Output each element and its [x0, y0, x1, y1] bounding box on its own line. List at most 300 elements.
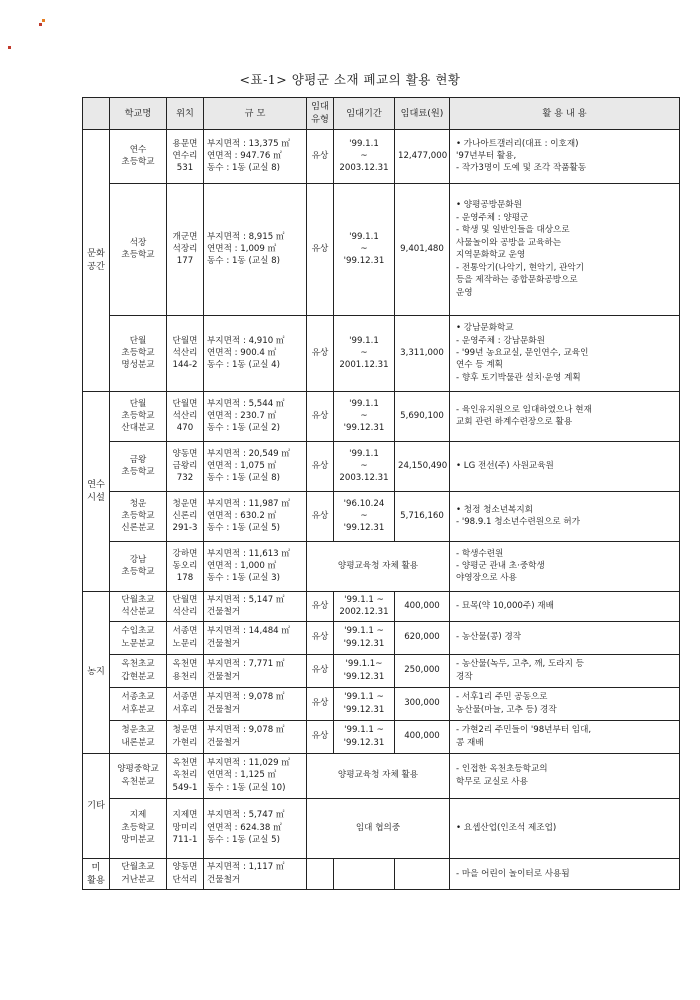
cell-line: ~	[360, 150, 368, 161]
cell-line: - 양평군 관내 초·중학생	[456, 560, 545, 571]
location-cell	[167, 621, 204, 654]
school-name-cell	[110, 798, 167, 858]
table-row	[83, 687, 680, 720]
cell-line: 지제면	[172, 810, 198, 821]
scale-cell	[204, 441, 307, 491]
cell-line: 초등학교	[121, 157, 155, 168]
cell-line: '99.12.31	[343, 523, 385, 534]
cell-line: 등을 제작하는 종합문화공방으로	[456, 275, 578, 286]
location-cell	[167, 315, 204, 391]
cell-line: 단석리	[172, 874, 198, 885]
cell-line: 동수 : 1동 (교실 10)	[207, 782, 286, 793]
location-cell	[167, 491, 204, 541]
usage-content-cell	[450, 183, 680, 315]
cell-line: 양동면	[172, 862, 198, 873]
lease-fee-cell: 3,311,000	[395, 315, 450, 391]
cell-line: '99.1.1	[349, 335, 379, 346]
cell-line: 부지면적 : 11,987 ㎡	[207, 498, 290, 509]
cell-line: 144-2	[172, 360, 198, 371]
location-cell	[167, 183, 204, 315]
cell-line: 연면적 : 624.38 ㎡	[207, 822, 282, 833]
cell-line: 개군면	[172, 231, 198, 242]
cell-line: 양동면	[172, 448, 198, 459]
cell-line: 단월면	[172, 398, 198, 409]
cell-line: 산대분교	[121, 423, 155, 434]
cell-line: 동수 : 1동 (교실 5)	[207, 835, 280, 846]
cell-line: 석장리	[172, 243, 198, 254]
cell-line: 부지면적 : 20,549 ㎡	[207, 448, 290, 459]
cell-line: 청운초교	[121, 725, 155, 736]
cell-line: 부지면적 : 13,375 ㎡	[207, 138, 290, 149]
table-row	[83, 753, 680, 798]
cell-line: 부지면적 : 11,029 ㎡	[207, 757, 290, 768]
usage-table-wrapper	[82, 97, 679, 890]
school-name-cell	[110, 720, 167, 753]
lease-fee-cell: 300,000	[395, 687, 450, 720]
cell-line: 서종초교	[121, 692, 155, 703]
school-name-cell	[110, 183, 167, 315]
cell-line: ~	[360, 243, 368, 254]
lease-fee-cell: 24,150,490	[395, 441, 450, 491]
table-row	[83, 591, 680, 621]
lease-type-cell: 유상	[307, 491, 334, 541]
cell-line: 옥천분교	[121, 776, 155, 787]
table-row	[83, 858, 680, 890]
cell-line: 지제	[129, 810, 147, 821]
cell-line: 옥천리	[172, 770, 198, 781]
scale-cell	[204, 391, 307, 441]
table-row	[83, 315, 680, 391]
lease-fee-cell: 250,000	[395, 654, 450, 687]
usage-content-cell	[450, 753, 680, 798]
school-name-cell	[110, 315, 167, 391]
table-row	[83, 798, 680, 858]
cell-line: 732	[176, 473, 194, 484]
cell-line: 초등학교	[121, 250, 155, 261]
lease-type-cell: 유상	[307, 183, 334, 315]
cell-line: 신론분교	[121, 523, 155, 534]
cell-line: 단월초교	[121, 862, 155, 873]
usage-content-cell	[450, 798, 680, 858]
cell-line: 금왕	[129, 454, 147, 465]
table-row	[83, 654, 680, 687]
cell-line: 망미분교	[121, 835, 155, 846]
cell-line: 2003.12.31	[339, 473, 389, 484]
lease-fee-cell: 12,477,000	[395, 129, 450, 183]
lease-type-cell: 유상	[307, 129, 334, 183]
lease-period-cell	[334, 129, 395, 183]
school-name-cell	[110, 491, 167, 541]
cell-line: 옥천면	[172, 659, 198, 670]
usage-content-cell	[450, 621, 680, 654]
header-row	[83, 98, 680, 130]
cell-line: 노문리	[172, 638, 198, 649]
cell-line: - '99년 농요교실, 문인연수, 교육인	[456, 347, 589, 358]
cell-line: 강남	[129, 554, 147, 565]
cell-line: 사물놀이와 공방을 교육하는	[456, 237, 562, 248]
cell-line: 청운면	[172, 498, 198, 509]
cell-line: 청운	[129, 498, 147, 509]
cell-line: 부지면적 : 7,771 ㎡	[207, 659, 285, 670]
scale-cell	[204, 720, 307, 753]
school-name-cell	[110, 654, 167, 687]
cell-line: '99.12.31	[343, 423, 385, 434]
cell-line: • 요셉산업(인조석 제조업)	[456, 822, 557, 833]
cell-line: 연수 등 계획	[456, 360, 503, 371]
cell-line: 콩 재배	[456, 737, 484, 748]
school-name-cell	[110, 591, 167, 621]
cell-line: 망미리	[172, 822, 198, 833]
cell-line: ~	[360, 410, 368, 421]
lease-type-cell: 유상	[307, 720, 334, 753]
lease-period-cell	[334, 491, 395, 541]
header-lease-period: 임대기간	[334, 98, 395, 130]
cell-line: 부지면적 : 9,078 ㎡	[207, 725, 285, 736]
lease-period-cell	[334, 315, 395, 391]
usage-content-cell	[450, 491, 680, 541]
cell-line: 동수 : 1동 (교실 8)	[207, 473, 280, 484]
school-name-cell	[110, 129, 167, 183]
cell-line: • 가나아트갤러리(대표 : 이호재)	[456, 138, 579, 149]
cell-line: ~	[360, 347, 368, 358]
scan-speck-marks	[0, 0, 60, 60]
cell-line: 711-1	[172, 835, 198, 846]
header-category	[83, 98, 110, 130]
location-cell	[167, 541, 204, 591]
merged-lease-cell: 양평교육청 자체 활용	[307, 753, 450, 798]
school-name-cell	[110, 391, 167, 441]
cell-line: - 학생수련원	[456, 548, 504, 559]
location-cell	[167, 858, 204, 890]
lease-type-cell	[307, 858, 334, 890]
cell-line: 2003.12.31	[339, 163, 389, 174]
cell-line: 부지면적 : 9,078 ㎡	[207, 692, 285, 703]
cell-line: 금왕리	[172, 460, 198, 471]
header-usage: 활 용 내 용	[450, 98, 680, 130]
lease-type-cell: 유상	[307, 687, 334, 720]
cell-line: 서종면	[172, 626, 198, 637]
cell-line: 옥천초교	[121, 659, 155, 670]
cell-line: 177	[176, 256, 194, 267]
cell-line: - 운영주체 : 양평군	[456, 212, 529, 223]
table-row	[83, 491, 680, 541]
cell-line: - 묘목(약 10,000주) 재배	[456, 600, 554, 611]
cell-line: 용문면	[172, 138, 198, 149]
scale-cell	[204, 654, 307, 687]
lease-type-cell: 유상	[307, 441, 334, 491]
header-school: 학교명	[110, 98, 167, 130]
lease-fee-cell: 620,000	[395, 621, 450, 654]
cell-line: 서종면	[172, 692, 198, 703]
cell-line: 부지면적 : 5,747 ㎡	[207, 810, 285, 821]
lease-period-cell	[334, 391, 395, 441]
cell-line: '99.12.31	[343, 638, 385, 649]
cell-line: 부지면적 : 5,147 ㎡	[207, 594, 285, 605]
usage-content-cell	[450, 391, 680, 441]
lease-period-cell	[334, 183, 395, 315]
cell-line: 건물철거	[207, 671, 241, 682]
cell-line: 연면적 : 900.4 ㎡	[207, 347, 277, 358]
school-name-cell	[110, 541, 167, 591]
category-cell: 연수 시설	[83, 391, 110, 591]
scale-cell	[204, 753, 307, 798]
category-cell: 농지	[83, 591, 110, 753]
cell-line: 부지면적 : 14,484 ㎡	[207, 626, 290, 637]
lease-fee-cell: 400,000	[395, 720, 450, 753]
cell-line: 건물철거	[207, 874, 241, 885]
lease-type-cell: 유상	[307, 391, 334, 441]
usage-content-cell	[450, 441, 680, 491]
cell-line: 초등학교	[121, 347, 155, 358]
table-row	[83, 391, 680, 441]
cell-line: 강하면	[172, 548, 198, 559]
cell-line: 내론분교	[121, 737, 155, 748]
category-cell: 기타	[83, 753, 110, 858]
lease-period-cell	[334, 621, 395, 654]
table-row	[83, 129, 680, 183]
table-body	[83, 129, 680, 890]
header-lease-type: 임대 유형	[307, 98, 334, 130]
scale-cell	[204, 129, 307, 183]
table-row	[83, 183, 680, 315]
cell-line: 단월초교	[121, 594, 155, 605]
usage-content-cell	[450, 591, 680, 621]
location-cell	[167, 798, 204, 858]
lease-period-cell	[334, 687, 395, 720]
lease-fee-cell: 5,690,100	[395, 391, 450, 441]
cell-line: 초등학교	[121, 822, 155, 833]
table-row	[83, 541, 680, 591]
cell-line: 연면적 : 947.76 ㎡	[207, 150, 282, 161]
category-cell: 미 활용	[83, 858, 110, 890]
cell-line: 연면적 : 230.7 ㎡	[207, 410, 277, 421]
header-scale: 규 모	[204, 98, 307, 130]
location-cell	[167, 129, 204, 183]
cell-line: 양평중학교	[117, 764, 159, 775]
usage-content-cell	[450, 858, 680, 890]
cell-line: 2001.12.31	[339, 360, 389, 371]
usage-content-cell	[450, 687, 680, 720]
lease-type-cell: 유상	[307, 654, 334, 687]
closed-school-usage-table	[82, 97, 680, 890]
cell-line: - 서후1리 주민 공동으로	[456, 692, 548, 703]
cell-line: 수입초교	[121, 626, 155, 637]
cell-line: 신론리	[172, 510, 198, 521]
cell-line: 단월면	[172, 594, 198, 605]
cell-line: 동수 : 1동 (교실 5)	[207, 523, 280, 534]
cell-line: '99.1.1 ~	[344, 725, 384, 736]
cell-line: 석산리	[172, 410, 198, 421]
cell-line: 초등학교	[121, 410, 155, 421]
school-name-cell	[110, 621, 167, 654]
cell-line: 석산분교	[121, 607, 155, 618]
usage-content-cell	[450, 720, 680, 753]
cell-line: 갑현분교	[121, 671, 155, 682]
cell-line: 노문분교	[121, 638, 155, 649]
cell-line: 석장	[129, 237, 147, 248]
cell-line: 부지면적 : 11,613 ㎡	[207, 548, 290, 559]
location-cell	[167, 391, 204, 441]
location-cell	[167, 720, 204, 753]
cell-line: • 청정 청소년복지회	[456, 504, 533, 515]
header-location: 위치	[167, 98, 204, 130]
table-title: <표-1> 양평군 소재 폐교의 활용 현황	[239, 72, 461, 87]
cell-line: 연면적 : 1,009 ㎡	[207, 243, 277, 254]
scale-cell	[204, 687, 307, 720]
lease-period-cell	[334, 858, 395, 890]
cell-line: '99.12.31	[343, 256, 385, 267]
cell-line: 부지면적 : 1,117 ㎡	[207, 862, 285, 873]
cell-line: 초등학교	[121, 467, 155, 478]
cell-line: - 인접한 옥천초등학교의	[456, 764, 548, 775]
cell-line: 청운면	[172, 725, 198, 736]
cell-line: 용천리	[172, 671, 198, 682]
cell-line: '99.1.1 ~	[344, 692, 384, 703]
cell-line: - 작가3명이 도예 및 조각 작품활동	[456, 163, 587, 174]
cell-line: 연면적 : 1,125 ㎡	[207, 770, 277, 781]
usage-content-cell	[450, 129, 680, 183]
cell-line: 건물철거	[207, 638, 241, 649]
lease-period-cell	[334, 441, 395, 491]
cell-line: '99.12.31	[343, 671, 385, 682]
cell-line: 동수 : 1동 (교실 2)	[207, 423, 280, 434]
cell-line: 동수 : 1동 (교실 8)	[207, 163, 280, 174]
school-name-cell	[110, 687, 167, 720]
cell-line: '99.1.1~	[345, 659, 383, 670]
cell-line: 서후리	[172, 704, 198, 715]
cell-line: '99.1.1 ~	[344, 594, 384, 605]
cell-line: - 농산물(녹두, 고추, 깨, 도라지 등	[456, 659, 584, 670]
lease-type-cell: 유상	[307, 315, 334, 391]
cell-line: 연수리	[172, 150, 198, 161]
cell-line: 거난분교	[121, 874, 155, 885]
cell-line: - 학생 및 일반인들을 대상으로	[456, 225, 570, 236]
lease-period-cell	[334, 654, 395, 687]
cell-line: - 전통악기(나악기, 현악기, 관악기	[456, 262, 585, 273]
cell-line: 470	[176, 423, 194, 434]
cell-line: '99.1.1 ~	[344, 626, 384, 637]
cell-line: 2002.12.31	[339, 607, 389, 618]
cell-line: '99.12.31	[343, 704, 385, 715]
cell-line: 531	[176, 163, 194, 174]
lease-fee-cell: 5,716,160	[395, 491, 450, 541]
cell-line: 연면적 : 1,075 ㎡	[207, 460, 277, 471]
location-cell	[167, 591, 204, 621]
cell-line: 단월	[129, 398, 147, 409]
cell-line: '99.1.1	[349, 448, 379, 459]
cell-line: - 육인유지원으로 임대하였으나 현재	[456, 404, 592, 415]
scale-cell	[204, 798, 307, 858]
table-row	[83, 441, 680, 491]
cell-line: 연면적 : 1,000 ㎡	[207, 560, 277, 571]
cell-line: 단월면	[172, 335, 198, 346]
cell-line: 농산물(마늘, 고추 등) 경작	[456, 704, 557, 715]
cell-line: - 운영주체 : 강남문화원	[456, 335, 545, 346]
location-cell	[167, 753, 204, 798]
lease-type-cell: 유상	[307, 621, 334, 654]
cell-line: 학무로 교실로 사용	[456, 776, 528, 787]
header-lease-fee: 임대료(원)	[395, 98, 450, 130]
cell-line: 동수 : 1동 (교실 8)	[207, 256, 280, 267]
scale-cell	[204, 541, 307, 591]
usage-content-cell	[450, 654, 680, 687]
scale-cell	[204, 183, 307, 315]
cell-line: - '98.9.1 청소년수련원으로 허가	[456, 517, 581, 528]
cell-line: 옥천면	[172, 757, 198, 768]
table-row	[83, 720, 680, 753]
cell-line: 서후분교	[121, 704, 155, 715]
cell-line: 단월	[129, 335, 147, 346]
scale-cell	[204, 491, 307, 541]
cell-line: 부지면적 : 8,915 ㎡	[207, 231, 285, 242]
cell-line: '99.12.31	[343, 737, 385, 748]
cell-line: 건물철거	[207, 704, 241, 715]
school-name-cell	[110, 858, 167, 890]
cell-line: 지역문화학교 운영	[456, 250, 526, 261]
cell-line: 동수 : 1동 (교실 3)	[207, 573, 280, 584]
cell-line: ~	[360, 460, 368, 471]
cell-line: 549-1	[172, 782, 198, 793]
cell-line: '97년부터 활용,	[456, 150, 517, 161]
cell-line: 가현리	[172, 737, 198, 748]
cell-line: '99.1.1	[349, 398, 379, 409]
cell-line: - 향후 토기박물관 설치·운영 계획	[456, 372, 581, 383]
cell-line: 석산리	[172, 347, 198, 358]
cell-line: 부지면적 : 5,544 ㎡	[207, 398, 285, 409]
cell-line: 초등학교	[121, 567, 155, 578]
cell-line: • 강남문화학교	[456, 323, 514, 334]
cell-line: 야영장으로 사용	[456, 573, 517, 584]
merged-lease-cell: 양평교육청 자체 활용	[307, 541, 450, 591]
scale-cell	[204, 621, 307, 654]
cell-line: 178	[176, 573, 194, 584]
usage-content-cell	[450, 315, 680, 391]
lease-fee-cell: 400,000	[395, 591, 450, 621]
location-cell	[167, 441, 204, 491]
cell-line: 교회 관련 하계수련장으로 활용	[456, 417, 573, 428]
lease-period-cell	[334, 591, 395, 621]
cell-line: • LG 전선(주) 사원교육원	[456, 460, 554, 471]
cell-line: - 마을 어린이 놀이터로 사용됨	[456, 868, 570, 879]
cell-line: - 가현2리 주민들이 '98년부터 임대,	[456, 725, 592, 736]
lease-fee-cell: 9,401,480	[395, 183, 450, 315]
cell-line: 명성분교	[121, 360, 155, 371]
location-cell	[167, 687, 204, 720]
cell-line: 건물철거	[207, 607, 241, 618]
school-name-cell	[110, 441, 167, 491]
scale-cell	[204, 591, 307, 621]
lease-type-cell: 유상	[307, 591, 334, 621]
cell-line: '99.1.1	[349, 138, 379, 149]
cell-line: 291-3	[172, 523, 198, 534]
table-row	[83, 621, 680, 654]
usage-content-cell	[450, 541, 680, 591]
cell-line: 동오리	[172, 560, 198, 571]
cell-line: 경작	[456, 671, 473, 682]
cell-line: 건물철거	[207, 737, 241, 748]
cell-line: '99.1.1	[349, 231, 379, 242]
cell-line: 운영	[456, 287, 473, 298]
cell-line: 연면적 : 630.2 ㎡	[207, 510, 277, 521]
location-cell	[167, 654, 204, 687]
category-cell: 문화 공간	[83, 129, 110, 391]
cell-line: 초등학교	[121, 510, 155, 521]
school-name-cell	[110, 753, 167, 798]
lease-fee-cell	[395, 858, 450, 890]
merged-lease-cell: 임대 협의중	[307, 798, 450, 858]
lease-period-cell	[334, 720, 395, 753]
scale-cell	[204, 858, 307, 890]
